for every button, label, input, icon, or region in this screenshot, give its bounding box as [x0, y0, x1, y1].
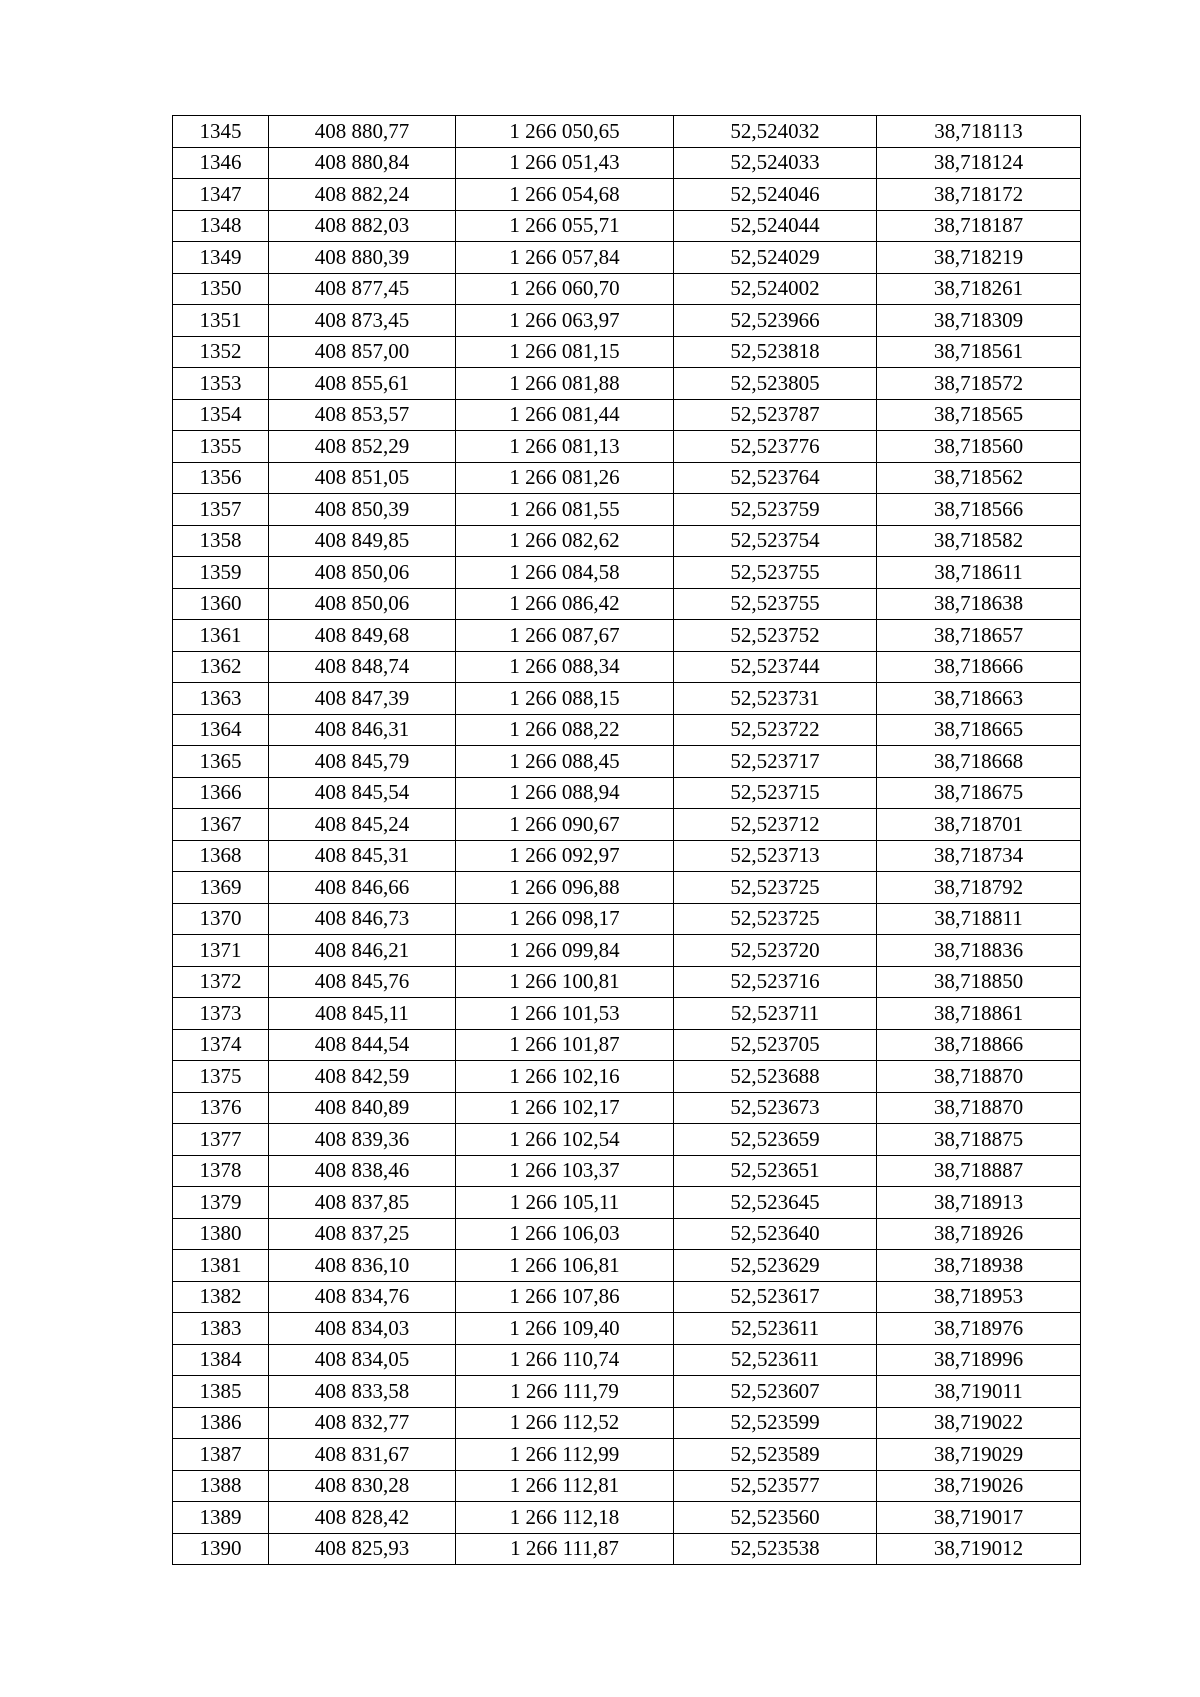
y-coordinate-cell: 1 266 082,62 [456, 525, 674, 557]
point-number-cell: 1381 [173, 1250, 269, 1282]
y-coordinate-cell: 1 266 081,44 [456, 399, 674, 431]
table-row [173, 1155, 1081, 1187]
point-number-cell: 1367 [173, 809, 269, 841]
table-row [173, 809, 1081, 841]
y-coordinate-cell: 1 266 087,67 [456, 620, 674, 652]
point-number-cell: 1368 [173, 840, 269, 872]
table-row [173, 116, 1081, 148]
y-coordinate-cell: 1 266 051,43 [456, 147, 674, 179]
longitude-cell: 38,718870 [877, 1061, 1081, 1093]
x-coordinate-cell: 408 845,11 [269, 998, 456, 1030]
table-row [173, 935, 1081, 967]
y-coordinate-cell: 1 266 096,88 [456, 872, 674, 904]
longitude-cell: 38,718836 [877, 935, 1081, 967]
latitude-cell: 52,523611 [674, 1344, 877, 1376]
x-coordinate-cell: 408 849,85 [269, 525, 456, 557]
x-coordinate-cell: 408 846,66 [269, 872, 456, 904]
table-row [173, 840, 1081, 872]
longitude-cell: 38,718638 [877, 588, 1081, 620]
y-coordinate-cell: 1 266 107,86 [456, 1281, 674, 1313]
y-coordinate-cell: 1 266 101,87 [456, 1029, 674, 1061]
table-row [173, 1250, 1081, 1282]
table-row [173, 147, 1081, 179]
y-coordinate-cell: 1 266 112,81 [456, 1470, 674, 1502]
longitude-cell: 38,718870 [877, 1092, 1081, 1124]
x-coordinate-cell: 408 837,85 [269, 1187, 456, 1219]
latitude-cell: 52,524046 [674, 179, 877, 211]
longitude-cell: 38,719011 [877, 1376, 1081, 1408]
latitude-cell: 52,523617 [674, 1281, 877, 1313]
point-number-cell: 1345 [173, 116, 269, 148]
table-row [173, 1439, 1081, 1471]
point-number-cell: 1382 [173, 1281, 269, 1313]
longitude-cell: 38,718850 [877, 966, 1081, 998]
x-coordinate-cell: 408 833,58 [269, 1376, 456, 1408]
point-number-cell: 1384 [173, 1344, 269, 1376]
latitude-cell: 52,523731 [674, 683, 877, 715]
latitude-cell: 52,524002 [674, 273, 877, 305]
latitude-cell: 52,523589 [674, 1439, 877, 1471]
point-number-cell: 1354 [173, 399, 269, 431]
x-coordinate-cell: 408 828,42 [269, 1502, 456, 1534]
longitude-cell: 38,718562 [877, 462, 1081, 494]
longitude-cell: 38,718701 [877, 809, 1081, 841]
point-number-cell: 1351 [173, 305, 269, 337]
point-number-cell: 1378 [173, 1155, 269, 1187]
table-row [173, 1470, 1081, 1502]
y-coordinate-cell: 1 266 057,84 [456, 242, 674, 274]
latitude-cell: 52,523599 [674, 1407, 877, 1439]
longitude-cell: 38,718675 [877, 777, 1081, 809]
table-row [173, 1218, 1081, 1250]
y-coordinate-cell: 1 266 100,81 [456, 966, 674, 998]
longitude-cell: 38,718187 [877, 210, 1081, 242]
x-coordinate-cell: 408 845,79 [269, 746, 456, 778]
point-number-cell: 1356 [173, 462, 269, 494]
latitude-cell: 52,523787 [674, 399, 877, 431]
point-number-cell: 1348 [173, 210, 269, 242]
point-number-cell: 1379 [173, 1187, 269, 1219]
table-row [173, 1344, 1081, 1376]
point-number-cell: 1376 [173, 1092, 269, 1124]
table-row [173, 525, 1081, 557]
longitude-cell: 38,719017 [877, 1502, 1081, 1534]
table-row [173, 588, 1081, 620]
x-coordinate-cell: 408 850,06 [269, 588, 456, 620]
latitude-cell: 52,523716 [674, 966, 877, 998]
x-coordinate-cell: 408 848,74 [269, 651, 456, 683]
y-coordinate-cell: 1 266 098,17 [456, 903, 674, 935]
longitude-cell: 38,718124 [877, 147, 1081, 179]
longitude-cell: 38,718565 [877, 399, 1081, 431]
x-coordinate-cell: 408 830,28 [269, 1470, 456, 1502]
latitude-cell: 52,523764 [674, 462, 877, 494]
x-coordinate-cell: 408 877,45 [269, 273, 456, 305]
latitude-cell: 52,523607 [674, 1376, 877, 1408]
y-coordinate-cell: 1 266 050,65 [456, 116, 674, 148]
y-coordinate-cell: 1 266 102,17 [456, 1092, 674, 1124]
longitude-cell: 38,718866 [877, 1029, 1081, 1061]
point-number-cell: 1350 [173, 273, 269, 305]
longitude-cell: 38,718996 [877, 1344, 1081, 1376]
y-coordinate-cell: 1 266 101,53 [456, 998, 674, 1030]
x-coordinate-cell: 408 839,36 [269, 1124, 456, 1156]
point-number-cell: 1346 [173, 147, 269, 179]
x-coordinate-cell: 408 845,76 [269, 966, 456, 998]
y-coordinate-cell: 1 266 092,97 [456, 840, 674, 872]
point-number-cell: 1389 [173, 1502, 269, 1534]
y-coordinate-cell: 1 266 109,40 [456, 1313, 674, 1345]
latitude-cell: 52,524029 [674, 242, 877, 274]
longitude-cell: 38,718887 [877, 1155, 1081, 1187]
y-coordinate-cell: 1 266 081,55 [456, 494, 674, 526]
table-row [173, 620, 1081, 652]
point-number-cell: 1387 [173, 1439, 269, 1471]
y-coordinate-cell: 1 266 106,03 [456, 1218, 674, 1250]
table-row [173, 1502, 1081, 1534]
point-number-cell: 1362 [173, 651, 269, 683]
latitude-cell: 52,523776 [674, 431, 877, 463]
longitude-cell: 38,718261 [877, 273, 1081, 305]
y-coordinate-cell: 1 266 103,37 [456, 1155, 674, 1187]
table-row [173, 336, 1081, 368]
y-coordinate-cell: 1 266 112,52 [456, 1407, 674, 1439]
table-row [173, 998, 1081, 1030]
table-row [173, 494, 1081, 526]
longitude-cell: 38,718657 [877, 620, 1081, 652]
longitude-cell: 38,719022 [877, 1407, 1081, 1439]
table-row [173, 777, 1081, 809]
longitude-cell: 38,718611 [877, 557, 1081, 589]
point-number-cell: 1355 [173, 431, 269, 463]
coordinates-table [172, 115, 1081, 1565]
longitude-cell: 38,718172 [877, 179, 1081, 211]
point-number-cell: 1380 [173, 1218, 269, 1250]
y-coordinate-cell: 1 266 081,13 [456, 431, 674, 463]
x-coordinate-cell: 408 831,67 [269, 1439, 456, 1471]
x-coordinate-cell: 408 855,61 [269, 368, 456, 400]
point-number-cell: 1360 [173, 588, 269, 620]
x-coordinate-cell: 408 880,77 [269, 116, 456, 148]
y-coordinate-cell: 1 266 081,26 [456, 462, 674, 494]
point-number-cell: 1361 [173, 620, 269, 652]
point-number-cell: 1372 [173, 966, 269, 998]
x-coordinate-cell: 408 857,00 [269, 336, 456, 368]
latitude-cell: 52,524044 [674, 210, 877, 242]
point-number-cell: 1358 [173, 525, 269, 557]
x-coordinate-cell: 408 849,68 [269, 620, 456, 652]
longitude-cell: 38,718113 [877, 116, 1081, 148]
x-coordinate-cell: 408 837,25 [269, 1218, 456, 1250]
latitude-cell: 52,524032 [674, 116, 877, 148]
latitude-cell: 52,523715 [674, 777, 877, 809]
latitude-cell: 52,523725 [674, 903, 877, 935]
point-number-cell: 1366 [173, 777, 269, 809]
point-number-cell: 1375 [173, 1061, 269, 1093]
latitude-cell: 52,523645 [674, 1187, 877, 1219]
y-coordinate-cell: 1 266 081,88 [456, 368, 674, 400]
longitude-cell: 38,719026 [877, 1470, 1081, 1502]
longitude-cell: 38,718566 [877, 494, 1081, 526]
longitude-cell: 38,718665 [877, 714, 1081, 746]
x-coordinate-cell: 408 832,77 [269, 1407, 456, 1439]
table-row [173, 714, 1081, 746]
point-number-cell: 1390 [173, 1533, 269, 1565]
table-row [173, 1281, 1081, 1313]
y-coordinate-cell: 1 266 084,58 [456, 557, 674, 589]
table-row [173, 651, 1081, 683]
point-number-cell: 1386 [173, 1407, 269, 1439]
table-row [173, 1376, 1081, 1408]
latitude-cell: 52,523725 [674, 872, 877, 904]
table-row [173, 1092, 1081, 1124]
x-coordinate-cell: 408 834,05 [269, 1344, 456, 1376]
point-number-cell: 1359 [173, 557, 269, 589]
point-number-cell: 1385 [173, 1376, 269, 1408]
y-coordinate-cell: 1 266 088,94 [456, 777, 674, 809]
longitude-cell: 38,719029 [877, 1439, 1081, 1471]
point-number-cell: 1365 [173, 746, 269, 778]
table-row [173, 1029, 1081, 1061]
y-coordinate-cell: 1 266 081,15 [456, 336, 674, 368]
longitude-cell: 38,719012 [877, 1533, 1081, 1565]
latitude-cell: 52,523659 [674, 1124, 877, 1156]
y-coordinate-cell: 1 266 112,18 [456, 1502, 674, 1534]
latitude-cell: 52,523629 [674, 1250, 877, 1282]
longitude-cell: 38,718309 [877, 305, 1081, 337]
longitude-cell: 38,718219 [877, 242, 1081, 274]
latitude-cell: 52,523538 [674, 1533, 877, 1565]
longitude-cell: 38,718861 [877, 998, 1081, 1030]
point-number-cell: 1363 [173, 683, 269, 715]
table-row [173, 179, 1081, 211]
y-coordinate-cell: 1 266 088,34 [456, 651, 674, 683]
latitude-cell: 52,523755 [674, 588, 877, 620]
y-coordinate-cell: 1 266 060,70 [456, 273, 674, 305]
latitude-cell: 52,523712 [674, 809, 877, 841]
x-coordinate-cell: 408 834,03 [269, 1313, 456, 1345]
x-coordinate-cell: 408 845,31 [269, 840, 456, 872]
x-coordinate-cell: 408 846,31 [269, 714, 456, 746]
point-number-cell: 1374 [173, 1029, 269, 1061]
y-coordinate-cell: 1 266 063,97 [456, 305, 674, 337]
x-coordinate-cell: 408 850,06 [269, 557, 456, 589]
table-row [173, 305, 1081, 337]
table-row [173, 1313, 1081, 1345]
y-coordinate-cell: 1 266 112,99 [456, 1439, 674, 1471]
latitude-cell: 52,523640 [674, 1218, 877, 1250]
latitude-cell: 52,524033 [674, 147, 877, 179]
point-number-cell: 1377 [173, 1124, 269, 1156]
y-coordinate-cell: 1 266 088,45 [456, 746, 674, 778]
latitude-cell: 52,523752 [674, 620, 877, 652]
longitude-cell: 38,718561 [877, 336, 1081, 368]
longitude-cell: 38,718792 [877, 872, 1081, 904]
latitude-cell: 52,523560 [674, 1502, 877, 1534]
y-coordinate-cell: 1 266 088,22 [456, 714, 674, 746]
point-number-cell: 1369 [173, 872, 269, 904]
table-row [173, 431, 1081, 463]
longitude-cell: 38,718572 [877, 368, 1081, 400]
longitude-cell: 38,718953 [877, 1281, 1081, 1313]
coordinates-table-body [173, 116, 1081, 1565]
table-row [173, 462, 1081, 494]
table-row [173, 966, 1081, 998]
latitude-cell: 52,523705 [674, 1029, 877, 1061]
x-coordinate-cell: 408 850,39 [269, 494, 456, 526]
y-coordinate-cell: 1 266 105,11 [456, 1187, 674, 1219]
latitude-cell: 52,523717 [674, 746, 877, 778]
table-row [173, 746, 1081, 778]
table-row [173, 368, 1081, 400]
x-coordinate-cell: 408 838,46 [269, 1155, 456, 1187]
y-coordinate-cell: 1 266 111,87 [456, 1533, 674, 1565]
latitude-cell: 52,523673 [674, 1092, 877, 1124]
latitude-cell: 52,523688 [674, 1061, 877, 1093]
longitude-cell: 38,718976 [877, 1313, 1081, 1345]
latitude-cell: 52,523577 [674, 1470, 877, 1502]
x-coordinate-cell: 408 846,73 [269, 903, 456, 935]
y-coordinate-cell: 1 266 088,15 [456, 683, 674, 715]
x-coordinate-cell: 408 853,57 [269, 399, 456, 431]
table-row [173, 903, 1081, 935]
longitude-cell: 38,718666 [877, 651, 1081, 683]
table-row [173, 1187, 1081, 1219]
longitude-cell: 38,718560 [877, 431, 1081, 463]
y-coordinate-cell: 1 266 106,81 [456, 1250, 674, 1282]
longitude-cell: 38,718926 [877, 1218, 1081, 1250]
table-row [173, 242, 1081, 274]
y-coordinate-cell: 1 266 055,71 [456, 210, 674, 242]
longitude-cell: 38,718663 [877, 683, 1081, 715]
latitude-cell: 52,523818 [674, 336, 877, 368]
point-number-cell: 1349 [173, 242, 269, 274]
table-row [173, 1061, 1081, 1093]
table-row [173, 399, 1081, 431]
point-number-cell: 1371 [173, 935, 269, 967]
longitude-cell: 38,718875 [877, 1124, 1081, 1156]
point-number-cell: 1364 [173, 714, 269, 746]
y-coordinate-cell: 1 266 111,79 [456, 1376, 674, 1408]
y-coordinate-cell: 1 266 099,84 [456, 935, 674, 967]
table-row [173, 1533, 1081, 1565]
longitude-cell: 38,718913 [877, 1187, 1081, 1219]
latitude-cell: 52,523759 [674, 494, 877, 526]
latitude-cell: 52,523722 [674, 714, 877, 746]
latitude-cell: 52,523744 [674, 651, 877, 683]
x-coordinate-cell: 408 882,24 [269, 179, 456, 211]
point-number-cell: 1388 [173, 1470, 269, 1502]
x-coordinate-cell: 408 845,24 [269, 809, 456, 841]
longitude-cell: 38,718734 [877, 840, 1081, 872]
y-coordinate-cell: 1 266 086,42 [456, 588, 674, 620]
y-coordinate-cell: 1 266 090,67 [456, 809, 674, 841]
y-coordinate-cell: 1 266 102,16 [456, 1061, 674, 1093]
x-coordinate-cell: 408 845,54 [269, 777, 456, 809]
point-number-cell: 1370 [173, 903, 269, 935]
latitude-cell: 52,523755 [674, 557, 877, 589]
table-row [173, 273, 1081, 305]
x-coordinate-cell: 408 873,45 [269, 305, 456, 337]
table-row [173, 557, 1081, 589]
point-number-cell: 1347 [173, 179, 269, 211]
point-number-cell: 1357 [173, 494, 269, 526]
latitude-cell: 52,523711 [674, 998, 877, 1030]
x-coordinate-cell: 408 851,05 [269, 462, 456, 494]
y-coordinate-cell: 1 266 110,74 [456, 1344, 674, 1376]
table-row [173, 872, 1081, 904]
x-coordinate-cell: 408 836,10 [269, 1250, 456, 1282]
latitude-cell: 52,523966 [674, 305, 877, 337]
latitude-cell: 52,523754 [674, 525, 877, 557]
y-coordinate-cell: 1 266 102,54 [456, 1124, 674, 1156]
y-coordinate-cell: 1 266 054,68 [456, 179, 674, 211]
point-number-cell: 1352 [173, 336, 269, 368]
table-row [173, 1407, 1081, 1439]
latitude-cell: 52,523611 [674, 1313, 877, 1345]
x-coordinate-cell: 408 852,29 [269, 431, 456, 463]
longitude-cell: 38,718938 [877, 1250, 1081, 1282]
table-row [173, 1124, 1081, 1156]
latitude-cell: 52,523720 [674, 935, 877, 967]
longitude-cell: 38,718668 [877, 746, 1081, 778]
x-coordinate-cell: 408 846,21 [269, 935, 456, 967]
x-coordinate-cell: 408 825,93 [269, 1533, 456, 1565]
longitude-cell: 38,718582 [877, 525, 1081, 557]
longitude-cell: 38,718811 [877, 903, 1081, 935]
latitude-cell: 52,523713 [674, 840, 877, 872]
x-coordinate-cell: 408 834,76 [269, 1281, 456, 1313]
x-coordinate-cell: 408 840,89 [269, 1092, 456, 1124]
x-coordinate-cell: 408 880,84 [269, 147, 456, 179]
x-coordinate-cell: 408 847,39 [269, 683, 456, 715]
x-coordinate-cell: 408 882,03 [269, 210, 456, 242]
latitude-cell: 52,523651 [674, 1155, 877, 1187]
x-coordinate-cell: 408 844,54 [269, 1029, 456, 1061]
latitude-cell: 52,523805 [674, 368, 877, 400]
point-number-cell: 1383 [173, 1313, 269, 1345]
point-number-cell: 1373 [173, 998, 269, 1030]
point-number-cell: 1353 [173, 368, 269, 400]
x-coordinate-cell: 408 880,39 [269, 242, 456, 274]
x-coordinate-cell: 408 842,59 [269, 1061, 456, 1093]
table-row [173, 683, 1081, 715]
table-row [173, 210, 1081, 242]
